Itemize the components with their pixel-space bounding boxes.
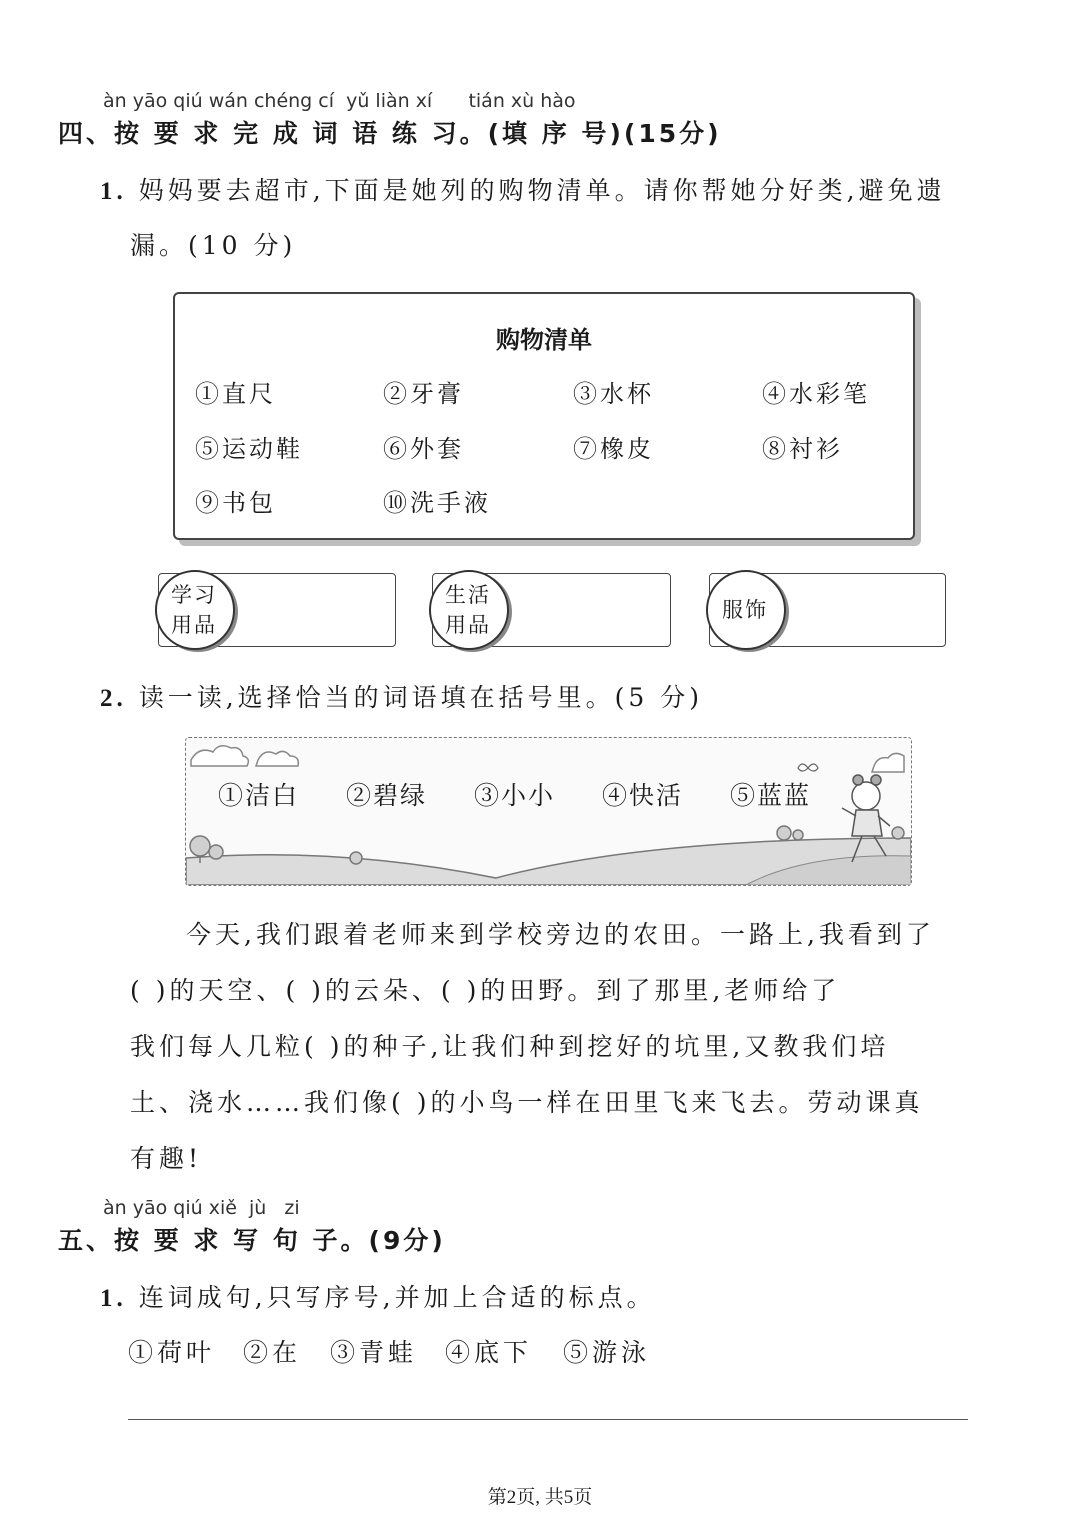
shopping-item: ④水彩笔: [762, 380, 870, 408]
sentence-word: ⑤游泳: [563, 1338, 651, 1367]
shopping-item: ⑥外套: [383, 435, 464, 463]
tree-icon: [209, 845, 223, 859]
shopping-list-box: [173, 292, 915, 540]
category-label: 学习 用品: [171, 583, 217, 637]
page-footer: 第2页, 共5页: [487, 1487, 593, 1508]
passage-line: 今天,我们跟着老师来到学校旁边的农田。一路上,我看到了: [186, 920, 935, 949]
question-4-1-line2: 漏。(10 分): [130, 231, 297, 260]
cloud-icon: [191, 746, 248, 766]
bush-icon: [793, 830, 803, 840]
sentence-word: ①荷叶: [128, 1338, 216, 1367]
cloud-icon: [256, 751, 298, 766]
word-bank-item: ②碧绿: [346, 781, 428, 810]
shopping-item: ⑤运动鞋: [195, 435, 303, 463]
question-number: 1.: [100, 178, 127, 205]
section4-pinyin: àn yāo qiú wán chéng cí yǔ liàn xí tián xù hào: [103, 90, 576, 112]
sentence-word: ②在: [243, 1338, 302, 1367]
word-bank-item: ③小小: [474, 781, 556, 810]
passage-line: 土、浇水……我们像( )的小鸟一样在田里飞来飞去。劳动课真: [130, 1088, 924, 1117]
shopping-item: ①直尺: [195, 380, 276, 408]
shopping-item: ⑨书包: [195, 489, 276, 517]
passage-line: 我们每人几粒( )的种子,让我们种到挖好的坑里,又教我们培: [130, 1032, 890, 1061]
bush-icon: [350, 852, 362, 864]
tree-icon: [190, 836, 210, 856]
sentence-word: ③青蛙: [330, 1338, 418, 1367]
question-5-1: [100, 1278, 656, 1314]
answer-line[interactable]: [128, 1419, 968, 1420]
word-bank-item: ④快活: [602, 781, 684, 810]
question-text: 妈妈要去超市,下面是她列的购物清单。请你帮她分好类,避免遗: [138, 176, 946, 205]
category-label: 服饰: [722, 598, 768, 622]
bush-icon: [777, 826, 791, 840]
shopping-item: ⑦橡皮: [573, 435, 654, 463]
category-box-study-supplies[interactable]: [158, 573, 396, 647]
shopping-item: ⑧衬衫: [762, 435, 843, 463]
question-4-1: [100, 171, 946, 207]
sentence-word: ④底下: [445, 1338, 533, 1367]
shopping-item: ③水杯: [573, 380, 654, 408]
question-text: 读一读,选择恰当的词语填在括号里。(5 分): [138, 683, 704, 712]
question-text: 连词成句,只写序号,并加上合适的标点。: [138, 1283, 656, 1312]
word-bank-item: ⑤蓝蓝: [730, 781, 812, 810]
question-number: 1.: [100, 1285, 127, 1312]
passage-line: ( )的天空、( )的云朵、( )的田野。到了那里,老师给了: [130, 976, 841, 1005]
category-box-daily-supplies[interactable]: [432, 573, 671, 647]
shopping-item: ⑩洗手液: [383, 489, 491, 517]
question-number: 2.: [100, 685, 127, 712]
passage-line: 有趣!: [130, 1144, 203, 1173]
shopping-item: ②牙膏: [383, 380, 464, 408]
question-4-2: [100, 678, 703, 714]
section5-title: 五、按 要 求 写 句 子。(9分): [58, 1226, 446, 1255]
section4-title: 四、按 要 求 完 成 词 语 练 习。(填 序 号)(15分): [58, 119, 722, 148]
word-bank: [185, 737, 912, 886]
shopping-list-title: 购物清单: [496, 326, 592, 354]
section5-pinyin: àn yāo qiú xiě jù zi: [103, 1197, 300, 1219]
cloud-icon: [872, 753, 904, 772]
category-label: 生活 用品: [445, 583, 491, 637]
category-box-clothing[interactable]: [709, 573, 946, 647]
bush-icon: [892, 827, 904, 839]
butterfly-icon: [798, 764, 818, 771]
word-bank-item: ①洁白: [218, 781, 300, 810]
